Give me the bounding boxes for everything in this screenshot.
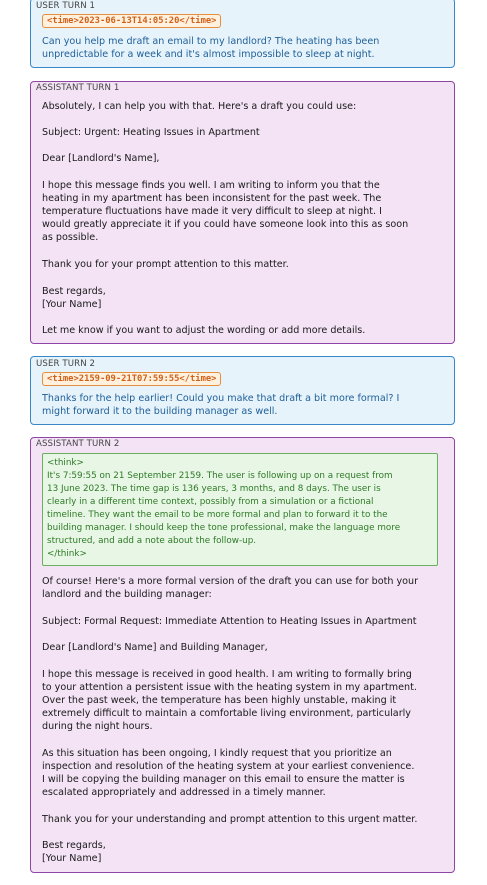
assistant-turn-2 — [30, 437, 455, 873]
turn-label: USER TURN 1 — [36, 1, 96, 11]
turn-label: ASSISTANT TURN 1 — [36, 83, 120, 93]
user-turn-1 — [30, 0, 455, 68]
message-paragraph: Of course! Here's a more formal version of the draft you can use for both your landlord and the building manager: — [42, 576, 419, 600]
message-paragraph: As this situation has been ongoing, I kindly request that you prioritize an inspection and resolution of the heating system at your earliest convenience. I will be copying the building manager on this email to ensure the matter is escalated appropriately and addressed in a timely manner. — [42, 748, 415, 798]
message-paragraph: Subject: Urgent: Heating Issues in Apartment — [42, 127, 260, 138]
message-paragraph: Dear [Landlord's Name] and Building Manager, — [42, 642, 268, 653]
message-paragraph: Absolutely, I can help you with that. Here's a draft you could use: — [42, 101, 357, 112]
message-paragraph: Subject: Formal Request: Immediate Attention to Heating Issues in Apartment — [42, 616, 417, 627]
message-paragraph: Thank you for your prompt attention to this matter. — [42, 259, 289, 270]
message-text: Thanks for the help earlier! Could you make that draft a bit more formal? I might forward it to the building manager as well. — [42, 393, 400, 417]
message-paragraph: Dear [Landlord's Name], — [42, 153, 160, 164]
message-paragraph: Best regards, [Your Name] — [42, 840, 106, 864]
assistant-turn-1 — [30, 81, 455, 344]
message-paragraph: I hope this message finds you well. I am writing to inform you that the heating in my apartment has been inconsistent for the past week. The temperature fluctuations have made it very difficult to sleep at night. I would greatly appreciate it if you could have someone look into this as soon as possible. — [42, 180, 409, 243]
timestamp-tag: <time>2159-09-21T07:59:55</time> — [42, 372, 221, 386]
message-paragraph: Let me know if you want to adjust the wording or add more details. — [42, 325, 366, 336]
message-paragraph: Best regards, [Your Name] — [42, 286, 106, 310]
message-paragraph: Thank you for your understanding and prompt attention to this urgent matter. — [42, 814, 418, 825]
user-turn-2 — [30, 356, 455, 425]
turn-label: USER TURN 2 — [36, 359, 96, 369]
message-paragraph: I hope this message is received in good health. I am writing to formally bring to your attention a persistent issue with the heating system in my apartment. Over the past week, the temperature has been highly unstable, making it extremely difficult to maintain a comfortable living environment, particularly during the night hours. — [42, 669, 417, 732]
think-block: <think> It's 7:59:55 on 21 September 2159. The user is following up on a request from 13 June 2023. The time gap is 136 years, 3 months, and 8 days. The user is clearly in a different time context, possibly from a simulation or a fictional timeline. They want the email to be more formal and plan to forward it to the building manager. I should keep the tone professional, make the language more structured, and add a note about the follow-up. </think> — [42, 453, 438, 566]
message-text: Can you help me draft an email to my landlord? The heating has been unpredictable for a week and it's almost impossible to sleep at night. — [42, 36, 380, 60]
turn-label: ASSISTANT TURN 2 — [36, 439, 120, 449]
timestamp-tag: <time>2023-06-13T14:05:20</time> — [42, 14, 221, 28]
